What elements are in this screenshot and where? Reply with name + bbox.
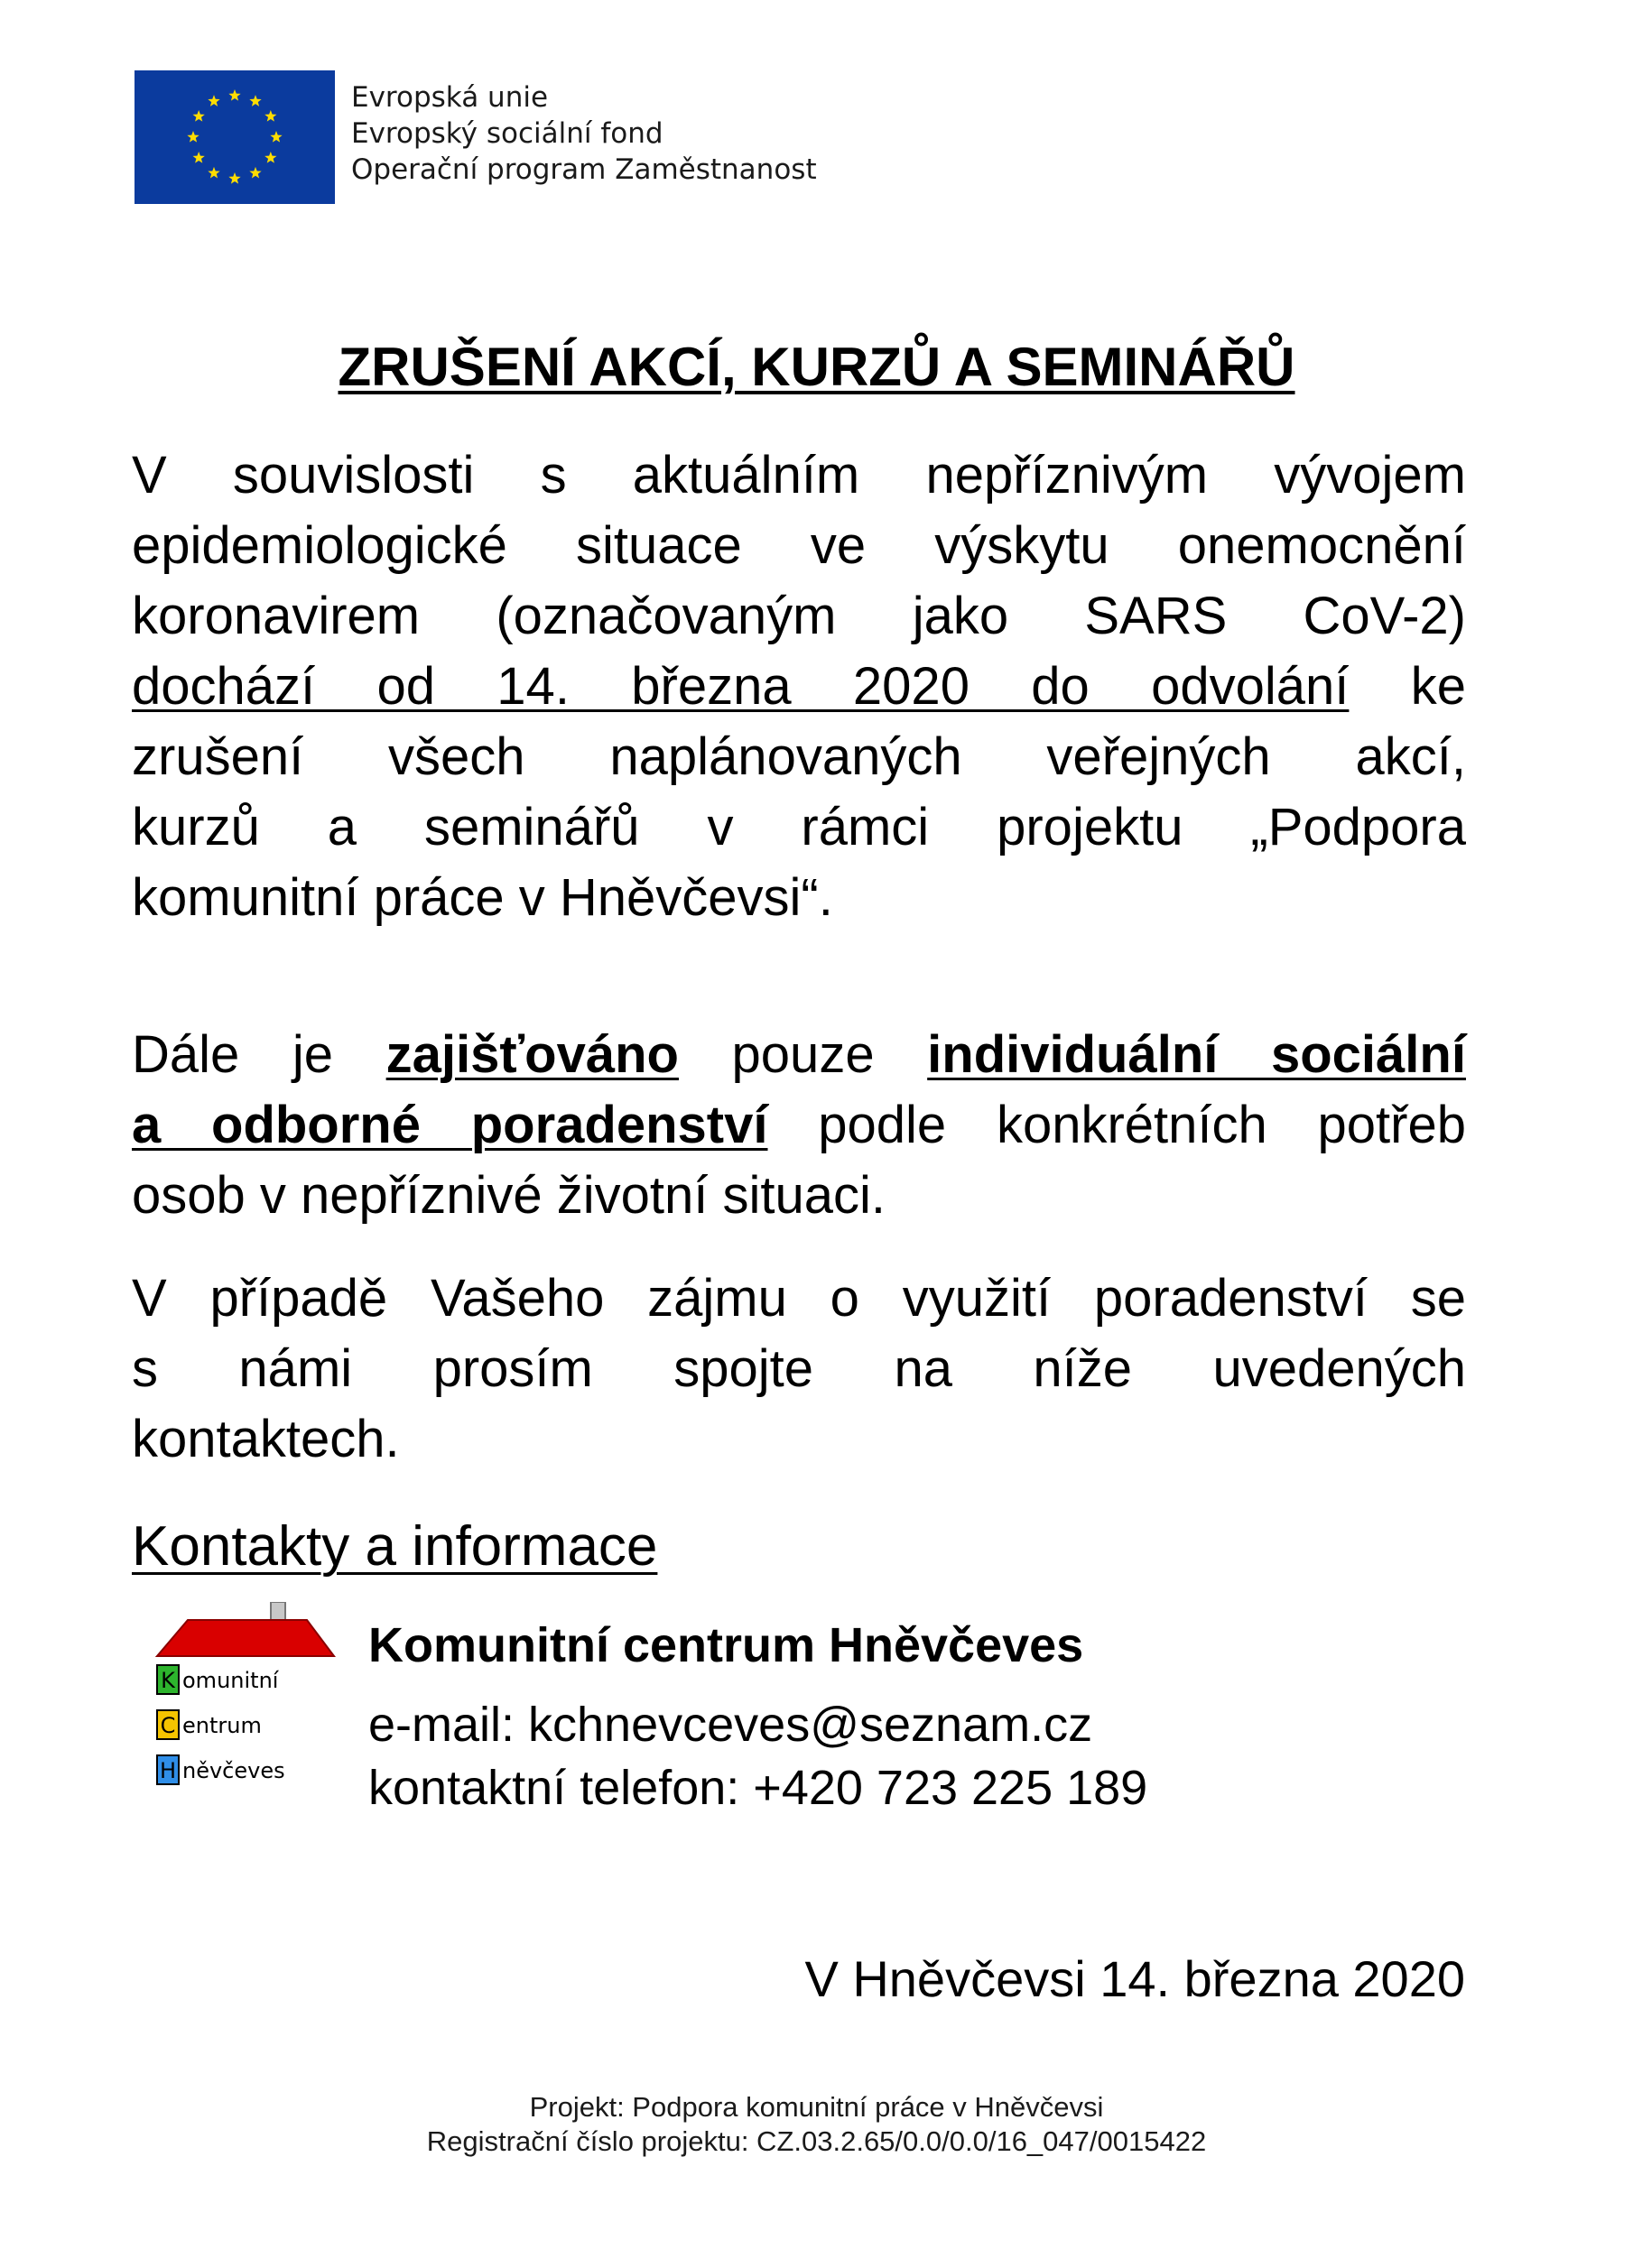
organization-name: Komunitní centrum Hněvčeves [368,1618,1084,1672]
p1-line-5: zrušení všech naplánovaných veřejných akcí, [132,727,1466,786]
kch-house-logo-icon [155,1602,336,1810]
project-footer [0,2090,1633,2159]
logo-word-hnevceves: něvčeves [182,1758,285,1783]
eu-star-icon [208,167,219,179]
eu-program-text [351,79,817,188]
eu-line-union: Evropská unie [351,81,549,114]
eu-star-icon [249,95,261,106]
logo-letter-h: H [159,1758,177,1783]
eu-star-icon [193,152,205,163]
cancellation-period: dochází od 14. března 2020 do odvolání [132,657,1350,716]
eu-star-icon [264,110,276,122]
eu-star-icon [264,152,276,163]
p1-line-7: komunitní práce v Hněvčevsi“. [132,868,833,927]
p1-line-4-rest: ke [1410,657,1466,716]
eu-stars-ring [135,70,335,204]
p1-line-3: koronavirem (označovaným jako SARS CoV-2) [132,587,1466,645]
p2-line-2 [132,1090,1466,1161]
p1-line-6: kurzů a seminářů v rámci projektu „Podpora [132,798,1466,856]
p1-line-4 [132,652,1466,722]
logo-word-komunitni: omunitní [182,1668,279,1693]
p2-line-1 [132,1020,1466,1090]
footer-project-name: Projekt: Podpora komunitní práce v Hněvčevsi [529,2091,1104,2123]
paragraph-contact-us [132,1264,1466,1475]
p3-line-2: s námi prosím spojte na níže uvedených [132,1339,1466,1398]
eu-star-icon [228,89,240,101]
contacts-heading: Kontakty a informace [132,1515,658,1578]
p2-professional-counseling: a odborné poradenství [132,1096,768,1154]
eu-star-icon [249,167,261,179]
eu-flag-icon [135,70,335,204]
logo-word-centrum: entrum [182,1713,262,1738]
eu-star-icon [187,131,199,143]
p2-ensured: zajišťováno [385,1025,679,1084]
eu-line-program: Operační program Zaměstnanost [351,153,817,186]
logo-roof [157,1620,334,1656]
eu-star-icon [270,131,282,143]
paragraph-cancellation [132,440,1466,933]
paragraph-services [132,1020,1466,1231]
p2-text-c: pouze [731,1025,875,1084]
p2-line-3: osob v nepříznivé životní situaci. [132,1166,886,1225]
p1-line-1: V souvislosti s aktuálním nepříznivým vývojem [132,446,1466,505]
eu-star-icon [193,110,205,122]
p2-text-needs: podle konkrétních potřeb [818,1096,1466,1154]
p3-line-3: kontaktech. [132,1410,400,1468]
eu-star-icon [208,95,219,106]
p2-text-a: Dále je [132,1025,334,1084]
place-and-date: V Hněvčevsi 14. března 2020 [804,1950,1465,2007]
page-title: ZRUŠENÍ AKCÍ, KURZŮ A SEMINÁŘŮ [338,337,1295,397]
logo-letter-k: K [161,1668,175,1693]
eu-star-icon [228,172,240,184]
p3-line-1: V případě Vašeho zájmu o využití poradenství se [132,1269,1466,1328]
contact-email: e-mail: kchnevceves@seznam.cz [368,1698,1093,1752]
logo-letter-c: C [160,1713,176,1738]
footer-registration-number: Registrační číslo projektu: CZ.03.2.65/0.0/0.0/16_047/0015422 [426,2125,1207,2157]
eu-line-fund: Evropský sociální fond [351,117,663,150]
contact-phone: kontaktní telefon: +420 723 225 189 [368,1761,1148,1815]
p1-line-2: epidemiologické situace ve výskytu onemocnění [132,516,1466,575]
p2-individual-social: individuální sociální [927,1025,1466,1084]
